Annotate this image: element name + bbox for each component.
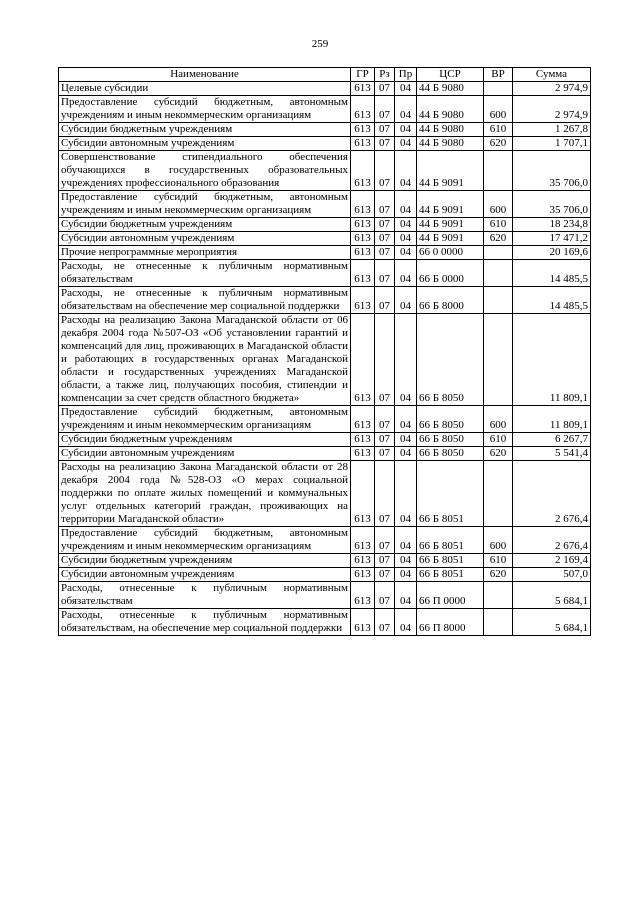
header-row <box>59 68 591 82</box>
cell-rz: 07 <box>375 433 395 447</box>
cell-csr: 66 Б 8051 <box>417 461 484 527</box>
cell-pr: 04 <box>395 406 417 433</box>
cell-gr: 613 <box>351 137 375 151</box>
header-gr: ГР <box>351 68 375 82</box>
cell-rz: 07 <box>375 246 395 260</box>
cell-rz: 07 <box>375 151 395 191</box>
cell-csr: 66 0 0000 <box>417 246 484 260</box>
table-row <box>59 447 591 461</box>
cell-name: Субсидии бюджетным учреждениям <box>59 433 351 447</box>
cell-rz: 07 <box>375 527 395 554</box>
cell-vr <box>484 260 513 287</box>
cell-pr: 04 <box>395 461 417 527</box>
cell-csr: 44 Б 9091 <box>417 191 484 218</box>
cell-sum: 20 169,6 <box>513 246 591 260</box>
cell-name: Расходы, отнесенные к публичным нормативным обязательствам <box>59 582 351 609</box>
cell-vr: 610 <box>484 433 513 447</box>
cell-gr: 613 <box>351 568 375 582</box>
table-row <box>59 406 591 433</box>
cell-sum: 2 974,9 <box>513 96 591 123</box>
cell-vr: 610 <box>484 123 513 137</box>
cell-name: Предоставление субсидий бюджетным, автономным учреждениям и иным некоммерческим организациям <box>59 191 351 218</box>
cell-gr: 613 <box>351 582 375 609</box>
cell-csr: 44 Б 9080 <box>417 82 484 96</box>
cell-rz: 07 <box>375 232 395 246</box>
cell-csr: 66 Б 8050 <box>417 447 484 461</box>
cell-name: Субсидии бюджетным учреждениям <box>59 554 351 568</box>
cell-vr <box>484 314 513 406</box>
cell-gr: 613 <box>351 246 375 260</box>
cell-pr: 04 <box>395 246 417 260</box>
cell-name: Предоставление субсидий бюджетным, автономным учреждениям и иным некоммерческим организациям <box>59 96 351 123</box>
cell-rz: 07 <box>375 191 395 218</box>
cell-name: Субсидии автономным учреждениям <box>59 232 351 246</box>
cell-name: Субсидии бюджетным учреждениям <box>59 218 351 232</box>
table-row <box>59 218 591 232</box>
header-name: Наименование <box>59 68 351 82</box>
cell-sum: 35 706,0 <box>513 151 591 191</box>
cell-pr: 04 <box>395 287 417 314</box>
header-pr: Пр <box>395 68 417 82</box>
cell-csr: 44 Б 9091 <box>417 232 484 246</box>
cell-sum: 17 471,2 <box>513 232 591 246</box>
cell-gr: 613 <box>351 96 375 123</box>
cell-rz: 07 <box>375 218 395 232</box>
cell-vr: 610 <box>484 554 513 568</box>
cell-name: Субсидии автономным учреждениям <box>59 447 351 461</box>
cell-sum: 507,0 <box>513 568 591 582</box>
header-sum: Сумма <box>513 68 591 82</box>
table-row <box>59 191 591 218</box>
cell-gr: 613 <box>351 191 375 218</box>
budget-table <box>58 67 591 636</box>
cell-vr <box>484 82 513 96</box>
cell-pr: 04 <box>395 82 417 96</box>
table-row <box>59 246 591 260</box>
cell-vr <box>484 609 513 636</box>
cell-sum: 2 676,4 <box>513 461 591 527</box>
cell-vr <box>484 461 513 527</box>
cell-pr: 04 <box>395 527 417 554</box>
header-vr: ВР <box>484 68 513 82</box>
cell-pr: 04 <box>395 123 417 137</box>
cell-rz: 07 <box>375 123 395 137</box>
cell-pr: 04 <box>395 554 417 568</box>
cell-vr: 620 <box>484 232 513 246</box>
cell-gr: 613 <box>351 123 375 137</box>
cell-rz: 07 <box>375 287 395 314</box>
cell-csr: 66 Б 8051 <box>417 568 484 582</box>
cell-sum: 2 676,4 <box>513 527 591 554</box>
cell-sum: 35 706,0 <box>513 191 591 218</box>
cell-name: Субсидии автономным учреждениям <box>59 568 351 582</box>
table-row <box>59 151 591 191</box>
cell-rz: 07 <box>375 406 395 433</box>
cell-name: Прочие непрограммные мероприятия <box>59 246 351 260</box>
cell-gr: 613 <box>351 609 375 636</box>
cell-csr: 44 Б 9091 <box>417 218 484 232</box>
cell-csr: 44 Б 9080 <box>417 137 484 151</box>
cell-csr: 66 Б 8051 <box>417 527 484 554</box>
cell-sum: 14 485,5 <box>513 260 591 287</box>
cell-sum: 2 974,9 <box>513 82 591 96</box>
table-body <box>59 82 591 636</box>
cell-name: Субсидии бюджетным учреждениям <box>59 123 351 137</box>
table-row <box>59 554 591 568</box>
cell-gr: 613 <box>351 554 375 568</box>
cell-sum: 14 485,5 <box>513 287 591 314</box>
table-row <box>59 433 591 447</box>
cell-csr: 66 Б 8051 <box>417 554 484 568</box>
table-row <box>59 527 591 554</box>
cell-rz: 07 <box>375 447 395 461</box>
cell-name: Расходы, отнесенные к публичным нормативным обязательствам, на обеспечение мер социальной поддержки <box>59 609 351 636</box>
table-row <box>59 609 591 636</box>
cell-rz: 07 <box>375 314 395 406</box>
cell-csr: 66 Б 8050 <box>417 433 484 447</box>
cell-pr: 04 <box>395 151 417 191</box>
cell-vr <box>484 582 513 609</box>
table-row <box>59 568 591 582</box>
cell-pr: 04 <box>395 137 417 151</box>
cell-name: Расходы на реализацию Закона Магаданской области от 28 декабря 2004 года №528-ОЗ «О мерах социальной поддержки по оплате жилых помещений и коммунальных услуг отдельных категорий граждан, проживающих на территории Магаданской области» <box>59 461 351 527</box>
cell-gr: 613 <box>351 406 375 433</box>
cell-pr: 04 <box>395 609 417 636</box>
cell-sum: 1 267,8 <box>513 123 591 137</box>
cell-pr: 04 <box>395 260 417 287</box>
table-row <box>59 582 591 609</box>
cell-csr: 66 Б 0000 <box>417 260 484 287</box>
cell-sum: 18 234,8 <box>513 218 591 232</box>
cell-sum: 5 541,4 <box>513 447 591 461</box>
table-row <box>59 232 591 246</box>
cell-vr: 620 <box>484 447 513 461</box>
cell-gr: 613 <box>351 287 375 314</box>
cell-sum: 5 684,1 <box>513 582 591 609</box>
cell-pr: 04 <box>395 314 417 406</box>
cell-pr: 04 <box>395 447 417 461</box>
table-row <box>59 96 591 123</box>
table-row <box>59 461 591 527</box>
page-number: 259 <box>311 38 329 50</box>
cell-csr: 44 Б 9091 <box>417 151 484 191</box>
cell-csr: 66 Б 8000 <box>417 287 484 314</box>
cell-vr <box>484 151 513 191</box>
cell-name: Субсидии автономным учреждениям <box>59 137 351 151</box>
cell-gr: 613 <box>351 151 375 191</box>
cell-sum: 1 707,1 <box>513 137 591 151</box>
cell-name: Расходы на реализацию Закона Магаданской области от 06 декабря 2004 года №507-ОЗ «Об установлении гарантий и компенсаций для лиц, проживающих в Магаданской области и работающих в государственных органах Магаданской области и государственных учреждениях Магаданской области, а также лиц, получающих пособия, стипендии и компенсации за счет средств областного бюджета» <box>59 314 351 406</box>
cell-csr: 44 Б 9080 <box>417 123 484 137</box>
table-row <box>59 137 591 151</box>
cell-vr: 610 <box>484 218 513 232</box>
cell-gr: 613 <box>351 461 375 527</box>
header-csr: ЦСР <box>417 68 484 82</box>
cell-rz: 07 <box>375 568 395 582</box>
cell-vr <box>484 287 513 314</box>
cell-gr: 613 <box>351 82 375 96</box>
cell-rz: 07 <box>375 260 395 287</box>
cell-rz: 07 <box>375 461 395 527</box>
cell-pr: 04 <box>395 96 417 123</box>
cell-vr: 600 <box>484 191 513 218</box>
table-row <box>59 82 591 96</box>
cell-gr: 613 <box>351 232 375 246</box>
cell-sum: 11 809,1 <box>513 406 591 433</box>
table-row <box>59 314 591 406</box>
cell-csr: 66 Б 8050 <box>417 314 484 406</box>
cell-rz: 07 <box>375 96 395 123</box>
cell-vr: 600 <box>484 406 513 433</box>
cell-name: Расходы, не отнесенные к публичным нормативным обязательствам на обеспечение мер социальной поддержки <box>59 287 351 314</box>
cell-pr: 04 <box>395 568 417 582</box>
cell-gr: 613 <box>351 260 375 287</box>
cell-name: Предоставление субсидий бюджетным, автономным учреждениям и иным некоммерческим организациям <box>59 527 351 554</box>
cell-vr <box>484 246 513 260</box>
cell-pr: 04 <box>395 582 417 609</box>
cell-csr: 66 П 8000 <box>417 609 484 636</box>
cell-sum: 5 684,1 <box>513 609 591 636</box>
cell-gr: 613 <box>351 433 375 447</box>
cell-pr: 04 <box>395 232 417 246</box>
cell-gr: 613 <box>351 447 375 461</box>
header-rz: Рз <box>375 68 395 82</box>
cell-rz: 07 <box>375 582 395 609</box>
cell-name: Совершенствование стипендиального обеспечения обучающихся в государственных образовательных учреждениях профессионального образования <box>59 151 351 191</box>
cell-rz: 07 <box>375 82 395 96</box>
cell-vr: 600 <box>484 96 513 123</box>
cell-vr: 620 <box>484 568 513 582</box>
cell-vr: 620 <box>484 137 513 151</box>
table-row <box>59 287 591 314</box>
cell-pr: 04 <box>395 218 417 232</box>
cell-rz: 07 <box>375 554 395 568</box>
cell-rz: 07 <box>375 137 395 151</box>
cell-gr: 613 <box>351 314 375 406</box>
cell-vr: 600 <box>484 527 513 554</box>
cell-pr: 04 <box>395 191 417 218</box>
table-row <box>59 123 591 137</box>
cell-rz: 07 <box>375 609 395 636</box>
cell-pr: 04 <box>395 433 417 447</box>
cell-name: Целевые субсидии <box>59 82 351 96</box>
cell-name: Предоставление субсидий бюджетным, автономным учреждениям и иным некоммерческим организациям <box>59 406 351 433</box>
cell-csr: 66 П 0000 <box>417 582 484 609</box>
table-row <box>59 260 591 287</box>
cell-csr: 66 Б 8050 <box>417 406 484 433</box>
cell-sum: 11 809,1 <box>513 314 591 406</box>
cell-sum: 6 267,7 <box>513 433 591 447</box>
cell-gr: 613 <box>351 527 375 554</box>
cell-gr: 613 <box>351 218 375 232</box>
table-header <box>59 68 591 82</box>
cell-csr: 44 Б 9080 <box>417 96 484 123</box>
cell-name: Расходы, не отнесенные к публичным нормативным обязательствам <box>59 260 351 287</box>
cell-sum: 2 169,4 <box>513 554 591 568</box>
